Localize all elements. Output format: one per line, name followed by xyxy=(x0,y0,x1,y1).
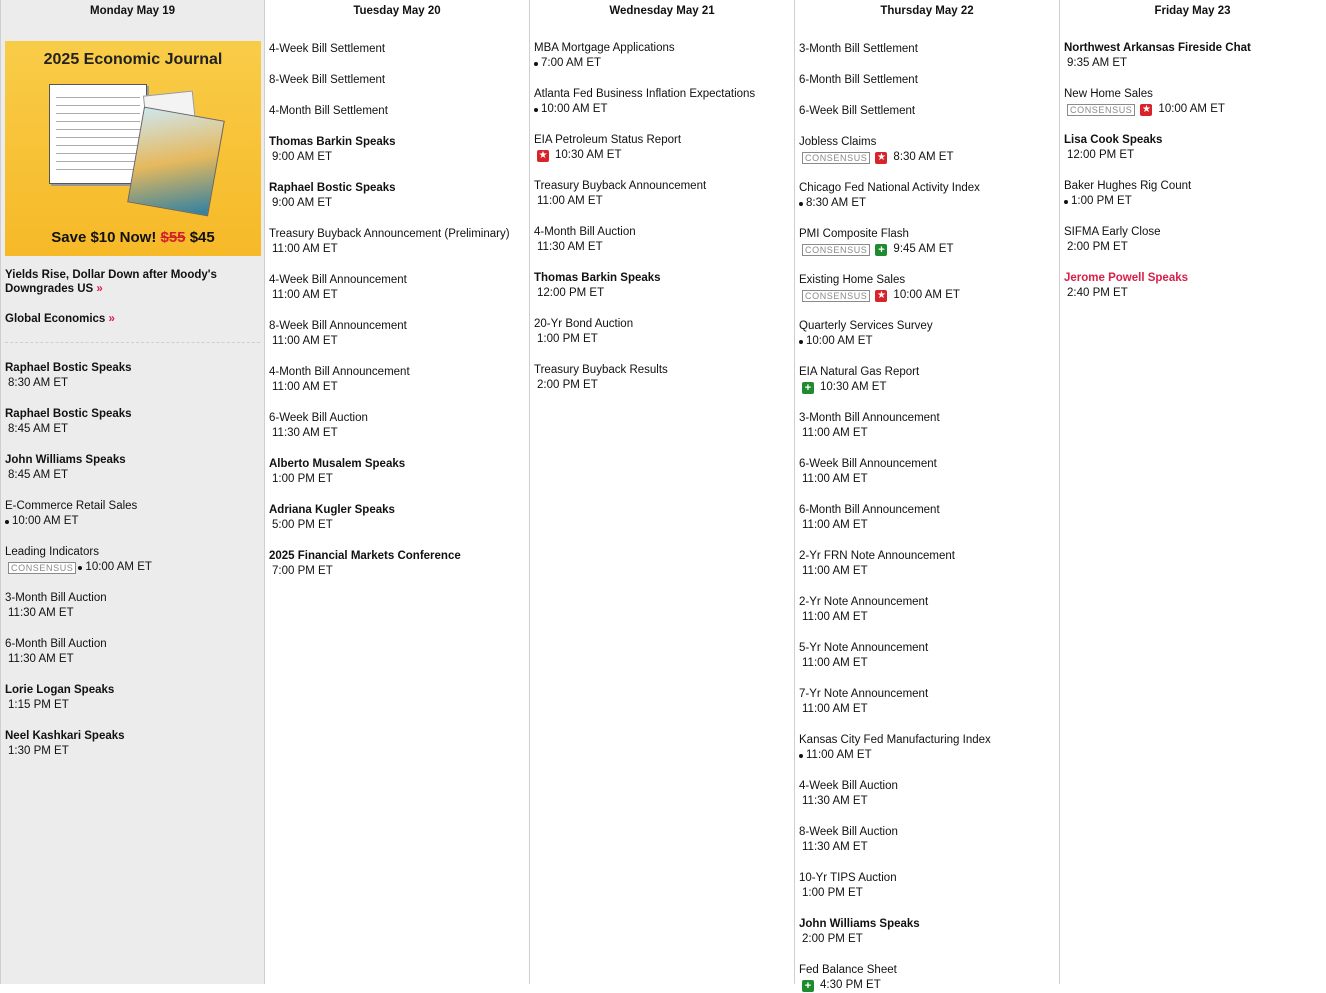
event-title[interactable]: 3-Month Bill Announcement xyxy=(799,412,940,424)
event-time-row xyxy=(799,380,1055,395)
event-title[interactable]: 2025 Financial Markets Conference xyxy=(269,550,461,562)
event-title[interactable]: 4-Week Bill Announcement xyxy=(269,274,407,286)
event-title[interactable]: Jobless Claims xyxy=(799,136,877,148)
promo-banner[interactable] xyxy=(5,41,261,256)
calendar-event[interactable] xyxy=(5,637,260,667)
bullet-dot-icon xyxy=(799,202,803,206)
event-time-row xyxy=(269,242,525,257)
event-time: 12:00 PM ET xyxy=(1067,149,1135,161)
day-column-thursday xyxy=(795,0,1060,992)
bullet-dot-icon xyxy=(534,108,538,112)
calendar-event[interactable] xyxy=(799,365,1055,395)
promo-title: 2025 Economic Journal xyxy=(43,51,223,68)
event-time-row xyxy=(534,240,790,255)
event-time-row xyxy=(799,334,1055,349)
day-header: Tuesday May 20 xyxy=(353,5,441,17)
calendar-event[interactable] xyxy=(799,871,1055,901)
calendar-event[interactable] xyxy=(534,41,790,71)
day-column-friday xyxy=(1060,0,1325,984)
star-icon: ★ xyxy=(1141,103,1151,115)
bullet-dot-icon xyxy=(78,566,82,570)
event-time: 7:00 PM ET xyxy=(272,565,333,577)
event-time: 10:00 AM ET xyxy=(806,335,873,347)
event-title[interactable]: 6-Week Bill Announcement xyxy=(799,458,937,470)
calendar-event[interactable] xyxy=(799,687,1055,717)
day-column-wednesday xyxy=(530,0,795,984)
event-time-row xyxy=(269,472,525,487)
calendar-event[interactable] xyxy=(799,104,1055,119)
event-time-row xyxy=(799,840,1055,855)
event-time-row xyxy=(799,288,1055,303)
event-title[interactable]: 6-Week Bill Auction xyxy=(269,412,368,424)
calendar-event[interactable] xyxy=(799,917,1055,947)
event-time: 8:30 AM ET xyxy=(893,151,954,163)
event-time: 10:00 AM ET xyxy=(893,289,960,301)
calendar-event[interactable] xyxy=(1064,87,1321,117)
event-title[interactable]: Neel Kashkari Speaks xyxy=(5,730,125,742)
calendar-event[interactable] xyxy=(1064,271,1321,301)
event-title[interactable]: 5-Yr Note Announcement xyxy=(799,642,929,654)
calendar-event[interactable] xyxy=(799,595,1055,625)
event-time: 8:45 AM ET xyxy=(8,469,69,481)
event-title[interactable]: 6-Month Bill Settlement xyxy=(799,74,918,86)
star-icon: ★ xyxy=(538,149,548,161)
event-title[interactable]: 4-Week Bill Auction xyxy=(799,780,898,792)
event-time: 2:00 PM ET xyxy=(1067,241,1128,253)
plus-icon: + xyxy=(802,382,814,394)
consensus-badge[interactable]: CONSENSUS xyxy=(1067,104,1135,116)
event-list xyxy=(1,361,264,759)
calendar-event[interactable] xyxy=(799,779,1055,809)
day-header: Thursday May 22 xyxy=(880,5,974,17)
event-title[interactable]: 7-Yr Note Announcement xyxy=(799,688,929,700)
event-time: 12:00 PM ET xyxy=(537,287,605,299)
old-price: $55 xyxy=(160,229,186,246)
event-time-row xyxy=(1064,286,1321,301)
consensus-badge[interactable]: CONSENSUS xyxy=(802,290,870,302)
event-time: 11:00 AM ET xyxy=(802,519,868,531)
event-time-row xyxy=(5,744,260,759)
event-title[interactable]: 4-Month Bill Auction xyxy=(534,226,636,238)
event-title[interactable]: John Williams Speaks xyxy=(799,918,920,930)
calendar-event[interactable] xyxy=(799,319,1055,349)
event-time-row xyxy=(269,334,525,349)
event-time: 10:00 AM ET xyxy=(541,103,608,115)
calendar-event[interactable] xyxy=(269,104,525,119)
event-time: 1:15 PM ET xyxy=(8,699,69,711)
event-time: 11:00 AM ET xyxy=(802,427,868,439)
event-title[interactable]: 3-Month Bill Auction xyxy=(5,592,107,604)
event-title[interactable]: Existing Home Sales xyxy=(799,274,906,286)
event-time-row xyxy=(534,194,790,209)
event-time: 2:00 PM ET xyxy=(802,933,863,945)
event-time: 10:30 AM ET xyxy=(820,381,887,393)
calendar-event[interactable] xyxy=(799,181,1055,211)
event-time: 1:00 PM ET xyxy=(537,333,598,345)
event-time: 11:30 AM ET xyxy=(802,841,868,853)
event-time-row xyxy=(5,376,260,391)
calendar-event[interactable] xyxy=(1064,225,1321,255)
calendar-event[interactable] xyxy=(799,825,1055,855)
calendar-event[interactable] xyxy=(799,733,1055,763)
calendar-event[interactable] xyxy=(799,549,1055,579)
event-time-row xyxy=(1064,194,1321,209)
event-time-row xyxy=(799,656,1055,671)
event-time-row xyxy=(1064,148,1321,163)
plus-icon: + xyxy=(875,244,887,256)
event-time: 11:30 AM ET xyxy=(272,427,338,439)
event-time: 7:00 AM ET xyxy=(541,57,602,69)
event-title[interactable]: 2-Yr Note Announcement xyxy=(799,596,929,608)
event-time-row xyxy=(1064,56,1321,71)
event-time-row xyxy=(799,886,1055,901)
event-list xyxy=(795,30,1059,993)
event-title[interactable]: New Home Sales xyxy=(1064,88,1153,100)
event-title[interactable]: Adriana Kugler Speaks xyxy=(269,504,395,516)
event-time-row xyxy=(269,196,525,211)
bullet-dot-icon xyxy=(5,520,9,524)
calendar-event[interactable] xyxy=(799,42,1055,57)
event-title[interactable]: 2-Yr FRN Note Announcement xyxy=(799,550,955,562)
chevron-right-icon: » xyxy=(108,313,115,325)
event-time-row xyxy=(5,514,260,529)
calendar-event[interactable] xyxy=(799,273,1055,303)
event-title[interactable]: Fed Balance Sheet xyxy=(799,964,897,976)
event-time-row xyxy=(799,610,1055,625)
calendar-event[interactable] xyxy=(799,227,1055,257)
calendar-event[interactable] xyxy=(1064,133,1321,163)
day-header: Friday May 23 xyxy=(1154,5,1231,17)
event-time: 4:30 PM ET xyxy=(820,979,881,991)
chevron-right-icon: » xyxy=(96,283,103,295)
new-price: $45 xyxy=(189,229,215,246)
journal-cover-image xyxy=(127,107,225,217)
event-time: 11:00 AM ET xyxy=(272,335,338,347)
event-time: 9:00 AM ET xyxy=(272,197,333,209)
event-time-row xyxy=(534,378,790,393)
calendar-event[interactable] xyxy=(799,963,1055,993)
calendar-event[interactable] xyxy=(269,457,525,487)
calendar-event[interactable] xyxy=(534,179,790,209)
global-economics-link[interactable] xyxy=(5,312,260,326)
event-title[interactable]: Lisa Cook Speaks xyxy=(1064,134,1163,146)
event-time: 11:00 AM ET xyxy=(537,195,603,207)
calendar-event[interactable] xyxy=(534,87,790,117)
event-time-row xyxy=(534,102,790,117)
day-header: Wednesday May 21 xyxy=(609,5,715,17)
event-time: 11:00 AM ET xyxy=(802,565,868,577)
event-time-row xyxy=(799,794,1055,809)
event-time-row xyxy=(799,702,1055,717)
event-title[interactable]: Treasury Buyback Announcement (Preliminary) xyxy=(269,228,510,240)
event-title[interactable]: Baker Hughes Rig Count xyxy=(1064,180,1192,192)
event-time-row xyxy=(534,148,790,163)
event-time-row xyxy=(799,564,1055,579)
event-time: 11:00 AM ET xyxy=(802,473,868,485)
event-time: 10:30 AM ET xyxy=(555,149,622,161)
news-link-text: Yields Rise, Dollar Down after Moody's Downgrades US xyxy=(5,269,217,295)
consensus-badge[interactable]: CONSENSUS xyxy=(802,244,870,256)
event-time: 11:00 AM ET xyxy=(802,703,868,715)
event-time: 11:30 AM ET xyxy=(8,607,74,619)
event-time-row xyxy=(269,518,525,533)
event-time: 10:00 AM ET xyxy=(1158,103,1225,115)
calendar-event[interactable] xyxy=(534,363,790,393)
event-title[interactable]: 10-Yr TIPS Auction xyxy=(799,872,897,884)
event-time-row xyxy=(5,698,260,713)
event-title[interactable]: Northwest Arkansas Fireside Chat xyxy=(1064,42,1251,54)
event-time: 8:30 AM ET xyxy=(8,377,69,389)
calendar-event[interactable] xyxy=(269,42,525,57)
calendar-event[interactable] xyxy=(799,135,1055,165)
day-column-monday xyxy=(0,0,265,984)
event-time: 9:00 AM ET xyxy=(272,151,333,163)
event-time-row xyxy=(5,422,260,437)
event-time-row xyxy=(269,288,525,303)
calendar-event[interactable] xyxy=(5,545,260,575)
event-time-row xyxy=(799,932,1055,947)
event-time-row xyxy=(799,242,1055,257)
event-title[interactable]: Atlanta Fed Business Inflation Expectations xyxy=(534,88,756,100)
event-time-row xyxy=(5,652,260,667)
promo-cta[interactable] xyxy=(5,229,261,246)
event-list xyxy=(265,30,529,579)
event-time: 8:30 AM ET xyxy=(806,197,867,209)
event-title[interactable]: 8-Week Bill Auction xyxy=(799,826,898,838)
calendar-event[interactable] xyxy=(269,549,525,579)
divider xyxy=(5,342,260,343)
event-time: 1:00 PM ET xyxy=(802,887,863,899)
event-title[interactable]: 4-Month Bill Settlement xyxy=(269,105,388,117)
event-time: 2:40 PM ET xyxy=(1067,287,1128,299)
event-time: 9:35 AM ET xyxy=(1067,57,1128,69)
event-title[interactable]: Jerome Powell Speaks xyxy=(1064,272,1189,284)
event-title[interactable]: 4-Month Bill Announcement xyxy=(269,366,410,378)
event-time-row xyxy=(799,472,1055,487)
event-title[interactable]: Thomas Barkin Speaks xyxy=(269,136,396,148)
event-time-row xyxy=(534,332,790,347)
event-title[interactable]: 6-Month Bill Auction xyxy=(5,638,107,650)
star-icon: ★ xyxy=(876,289,886,301)
event-time: 2:00 PM ET xyxy=(537,379,598,391)
event-time: 8:45 AM ET xyxy=(8,423,69,435)
event-time: 11:30 AM ET xyxy=(802,795,868,807)
event-title[interactable]: Thomas Barkin Speaks xyxy=(534,272,661,284)
event-time-row xyxy=(269,426,525,441)
calendar-event[interactable] xyxy=(534,133,790,163)
calendar-event[interactable] xyxy=(799,641,1055,671)
event-title[interactable]: Treasury Buyback Results xyxy=(534,364,668,376)
event-time-row xyxy=(799,426,1055,441)
event-time-row xyxy=(5,606,260,621)
bullet-dot-icon xyxy=(1064,200,1068,204)
global-economics-text: Global Economics xyxy=(5,313,106,325)
calendar-event[interactable] xyxy=(534,317,790,347)
event-list xyxy=(1060,30,1325,301)
event-title[interactable]: EIA Petroleum Status Report xyxy=(534,134,682,146)
event-time: 5:00 PM ET xyxy=(272,519,333,531)
event-time: 11:30 AM ET xyxy=(537,241,603,253)
event-list xyxy=(530,30,794,393)
event-title[interactable]: MBA Mortgage Applications xyxy=(534,42,675,54)
event-time-row xyxy=(1064,102,1321,117)
calendar-event[interactable] xyxy=(534,225,790,255)
event-time-row xyxy=(534,56,790,71)
calendar-event[interactable] xyxy=(5,683,260,713)
event-title[interactable]: 6-Week Bill Settlement xyxy=(799,105,916,117)
event-time: 11:30 AM ET xyxy=(8,653,74,665)
event-time-row xyxy=(5,468,260,483)
calendar-event[interactable] xyxy=(1064,41,1321,71)
event-title[interactable]: EIA Natural Gas Report xyxy=(799,366,920,378)
event-time: 11:00 AM ET xyxy=(806,749,872,761)
event-time: 1:30 PM ET xyxy=(8,745,69,757)
calendar-event[interactable] xyxy=(269,273,525,303)
event-time: 11:00 AM ET xyxy=(272,381,338,393)
event-title[interactable]: Leading Indicators xyxy=(5,546,99,558)
calendar-event[interactable] xyxy=(534,271,790,301)
event-title[interactable]: Raphael Bostic Speaks xyxy=(269,182,396,194)
day-header: Monday May 19 xyxy=(90,5,175,17)
calendar-event[interactable] xyxy=(5,591,260,621)
event-title[interactable]: Lorie Logan Speaks xyxy=(5,684,115,696)
calendar-event[interactable] xyxy=(799,503,1055,533)
event-time: 10:00 AM ET xyxy=(12,515,79,527)
plus-icon: + xyxy=(802,980,814,992)
event-title[interactable]: Alberto Musalem Speaks xyxy=(269,458,406,470)
calendar-event[interactable] xyxy=(269,503,525,533)
event-title[interactable]: 4-Week Bill Settlement xyxy=(269,43,386,55)
event-title[interactable]: Raphael Bostic Speaks xyxy=(5,362,132,374)
event-time-row xyxy=(799,150,1055,165)
event-title[interactable]: Quarterly Services Survey xyxy=(799,320,933,332)
event-time-row xyxy=(799,748,1055,763)
event-title[interactable]: 6-Month Bill Announcement xyxy=(799,504,940,516)
event-time-row xyxy=(269,564,525,579)
calendar-event[interactable] xyxy=(5,407,260,437)
calendar-event[interactable] xyxy=(5,729,260,759)
calendar-event[interactable] xyxy=(5,361,260,391)
event-title[interactable]: Kansas City Fed Manufacturing Index xyxy=(799,734,991,746)
calendar-event[interactable] xyxy=(269,411,525,441)
event-time-row xyxy=(269,380,525,395)
event-time-row xyxy=(1064,240,1321,255)
calendar-event[interactable] xyxy=(269,135,525,165)
event-title[interactable]: PMI Composite Flash xyxy=(799,228,909,240)
event-time: 11:00 AM ET xyxy=(802,611,868,623)
event-time-row xyxy=(5,560,260,575)
event-time-row xyxy=(799,518,1055,533)
event-time-row xyxy=(799,196,1055,211)
calendar-event[interactable] xyxy=(269,181,525,211)
calendar-event[interactable] xyxy=(799,457,1055,487)
event-time: 11:00 AM ET xyxy=(802,657,868,669)
consensus-badge[interactable]: CONSENSUS xyxy=(8,562,76,574)
event-title[interactable]: 8-Week Bill Announcement xyxy=(269,320,407,332)
event-title[interactable]: Raphael Bostic Speaks xyxy=(5,408,132,420)
calendar-event[interactable] xyxy=(269,227,525,257)
event-title[interactable]: E-Commerce Retail Sales xyxy=(5,500,138,512)
event-time: 9:45 AM ET xyxy=(893,243,954,255)
event-title[interactable]: Chicago Fed National Activity Index xyxy=(799,182,980,194)
event-time-row xyxy=(534,286,790,301)
event-title[interactable]: John Williams Speaks xyxy=(5,454,126,466)
news-link[interactable] xyxy=(5,268,260,296)
event-time: 11:00 AM ET xyxy=(272,289,338,301)
event-time-row xyxy=(799,978,1055,993)
promo-cta-text: Save $10 Now! xyxy=(51,229,157,246)
calendar-event[interactable] xyxy=(799,73,1055,88)
event-title[interactable]: 3-Month Bill Settlement xyxy=(799,43,918,55)
event-title[interactable]: SIFMA Early Close xyxy=(1064,226,1161,238)
calendar-event[interactable] xyxy=(269,365,525,395)
bullet-dot-icon xyxy=(799,754,803,758)
consensus-badge[interactable]: CONSENSUS xyxy=(802,152,870,164)
event-title[interactable]: 8-Week Bill Settlement xyxy=(269,74,386,86)
event-time: 1:00 PM ET xyxy=(1071,195,1132,207)
event-time-row xyxy=(269,150,525,165)
calendar-event[interactable] xyxy=(799,411,1055,441)
event-title[interactable]: Treasury Buyback Announcement xyxy=(534,180,707,192)
event-time: 10:00 AM ET xyxy=(85,561,152,573)
calendar-event[interactable] xyxy=(5,453,260,483)
event-time: 1:00 PM ET xyxy=(272,473,333,485)
calendar-event[interactable] xyxy=(269,73,525,88)
calendar-event[interactable] xyxy=(5,499,260,529)
star-icon: ★ xyxy=(876,151,886,163)
bullet-dot-icon xyxy=(534,62,538,66)
calendar-event[interactable] xyxy=(269,319,525,349)
event-time: 11:00 AM ET xyxy=(272,243,338,255)
day-column-tuesday xyxy=(265,0,530,984)
calendar-event[interactable] xyxy=(1064,179,1321,209)
bullet-dot-icon xyxy=(799,340,803,344)
event-title[interactable]: 20-Yr Bond Auction xyxy=(534,318,634,330)
